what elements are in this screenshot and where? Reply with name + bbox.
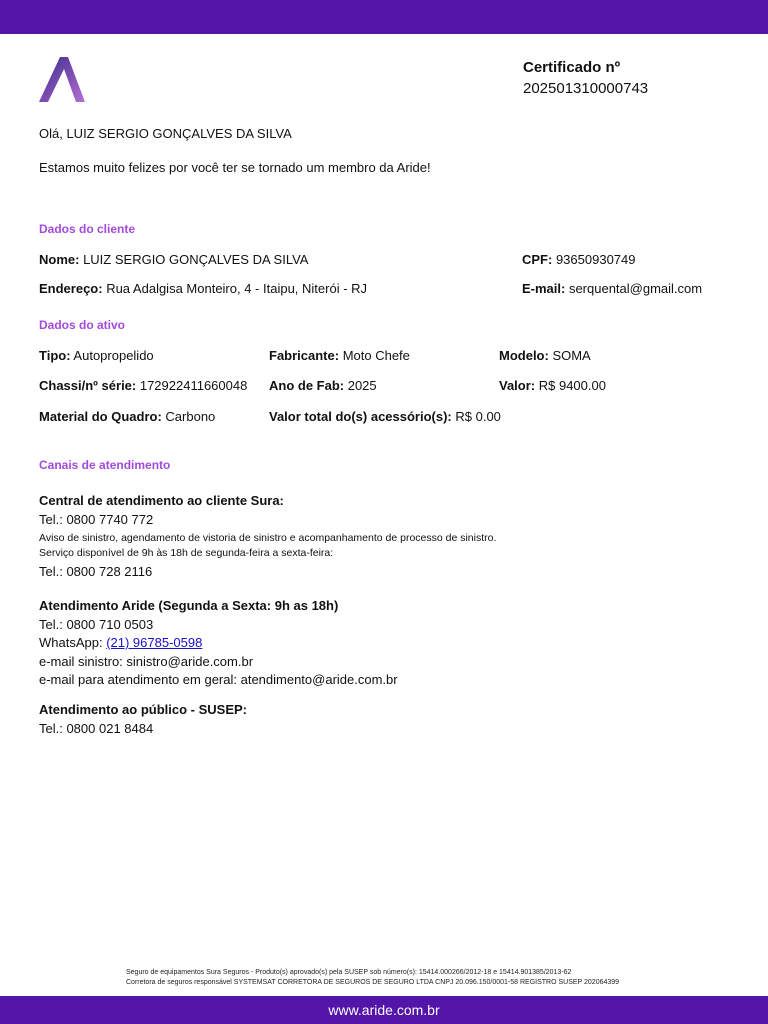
asset-acessorios-label: Valor total do(s) acessório(s): [269, 409, 452, 424]
bottom-banner [0, 996, 768, 1024]
asset-section-title: Dados do ativo [39, 318, 126, 332]
client-section-title: Dados do cliente [39, 222, 136, 236]
sura-phone: Tel.: 0800 7740 772 [39, 511, 154, 527]
support-section-title: Canais de atendimento [39, 458, 171, 472]
client-cpf-label: CPF: [522, 252, 553, 267]
claims-email: e-mail sinistro: sinistro@aride.com.br [39, 653, 254, 669]
whatsapp-label: WhatsApp: [39, 635, 107, 650]
asset-chassi [39, 378, 247, 394]
certificate-block [523, 58, 648, 100]
asset-chassi-value: 172922411660048 [136, 378, 248, 393]
asset-valor [499, 378, 606, 394]
client-address-label: Endereço: [39, 281, 103, 296]
asset-material-value: Carbono [161, 409, 216, 424]
client-name-label: Nome: [39, 252, 80, 267]
asset-tipo-label: Tipo: [39, 348, 71, 363]
susep-phone: Tel.: 0800 021 8484 [39, 720, 154, 736]
whatsapp-link[interactable]: (21) 96785-0598 [106, 635, 203, 650]
asset-tipo-value: Autopropelido [70, 348, 154, 363]
asset-valor-value: R$ 9400.00 [535, 378, 606, 393]
sura-claims-note: Aviso de sinistro, agendamento de vistoria de sinistro e acompanhamento de processo de sinistro. Serviço disponível de 9h às 18h de segunda-feira a sexta-feira: [39, 532, 497, 559]
asset-material [39, 409, 215, 425]
website-link[interactable]: www.aride.com.br [328, 1002, 440, 1018]
legal-line-1: Seguro de equipamentos Sura Seguros - Produto(s) aprovado(s) pela SUSEP sob número(s): 15414.000266/2012-18 e 15414.901385/2013-62 [126, 969, 572, 976]
sura-support-title: Central de atendimento ao cliente Sura: [39, 493, 284, 508]
asset-modelo-label: Modelo: [499, 348, 549, 363]
certificate-number: 202501310000743 [523, 80, 649, 97]
sura-support-block [39, 492, 499, 582]
asset-fabricante [269, 348, 410, 364]
client-address-value: Rua Adalgisa Monteiro, 4 - Itaipu, Niterói - RJ [102, 281, 368, 296]
client-email [522, 281, 702, 297]
asset-valor-label: Valor: [499, 378, 536, 393]
asset-material-label: Material do Quadro: [39, 409, 162, 424]
susep-support-block [39, 701, 247, 738]
legal-footer [126, 968, 619, 988]
client-name [39, 252, 308, 268]
susep-title: Atendimento ao público - SUSEP: [39, 702, 248, 717]
aride-phone: Tel.: 0800 710 0503 [39, 616, 154, 632]
asset-fabricante-label: Fabricante: [269, 348, 340, 363]
sura-claims-phone: Tel.: 0800 728 2116 [39, 564, 153, 579]
asset-acessorios-value: R$ 0.00 [451, 409, 501, 424]
client-email-label: E-mail: [522, 281, 566, 296]
asset-tipo [39, 348, 154, 364]
aride-support-title: Atendimento Aride (Segunda a Sexta: 9h as 18h) [39, 598, 339, 613]
asset-modelo [499, 348, 591, 364]
general-email: e-mail para atendimento em geral: atendimento@aride.com.br [39, 672, 398, 687]
client-email-value: serquental@gmail.com [565, 281, 703, 296]
greeting: Olá, LUIZ SERGIO GONÇALVES DA SILVA [39, 126, 292, 141]
asset-acessorios [269, 409, 501, 425]
client-address [39, 281, 367, 297]
top-banner [0, 0, 768, 34]
legal-line-2: Corretora de seguros responsável SYSTEMSAT CORRETORA DE SEGUROS DE SEGURO LTDA CNPJ 20.096.150/0001-58 REGISTRO SUSEP 202064399 [126, 979, 620, 986]
aride-support-block [39, 597, 398, 690]
asset-ano-value: 2025 [344, 378, 377, 393]
client-cpf-value: 93650930749 [552, 252, 636, 267]
asset-fabricante-value: Moto Chefe [339, 348, 410, 363]
asset-ano-label: Ano de Fab: [269, 378, 345, 393]
asset-modelo-value: SOMA [548, 348, 591, 363]
welcome-message: Estamos muito felizes por você ter se tornado um membro da Aride! [39, 160, 431, 175]
client-cpf [522, 252, 636, 268]
asset-ano [269, 378, 377, 394]
certificate-label: Certificado nº [523, 59, 621, 76]
client-name-value: LUIZ SERGIO GONÇALVES DA SILVA [79, 252, 309, 267]
asset-chassi-label: Chassi/nº série: [39, 378, 137, 393]
aride-logo-icon [38, 57, 86, 103]
